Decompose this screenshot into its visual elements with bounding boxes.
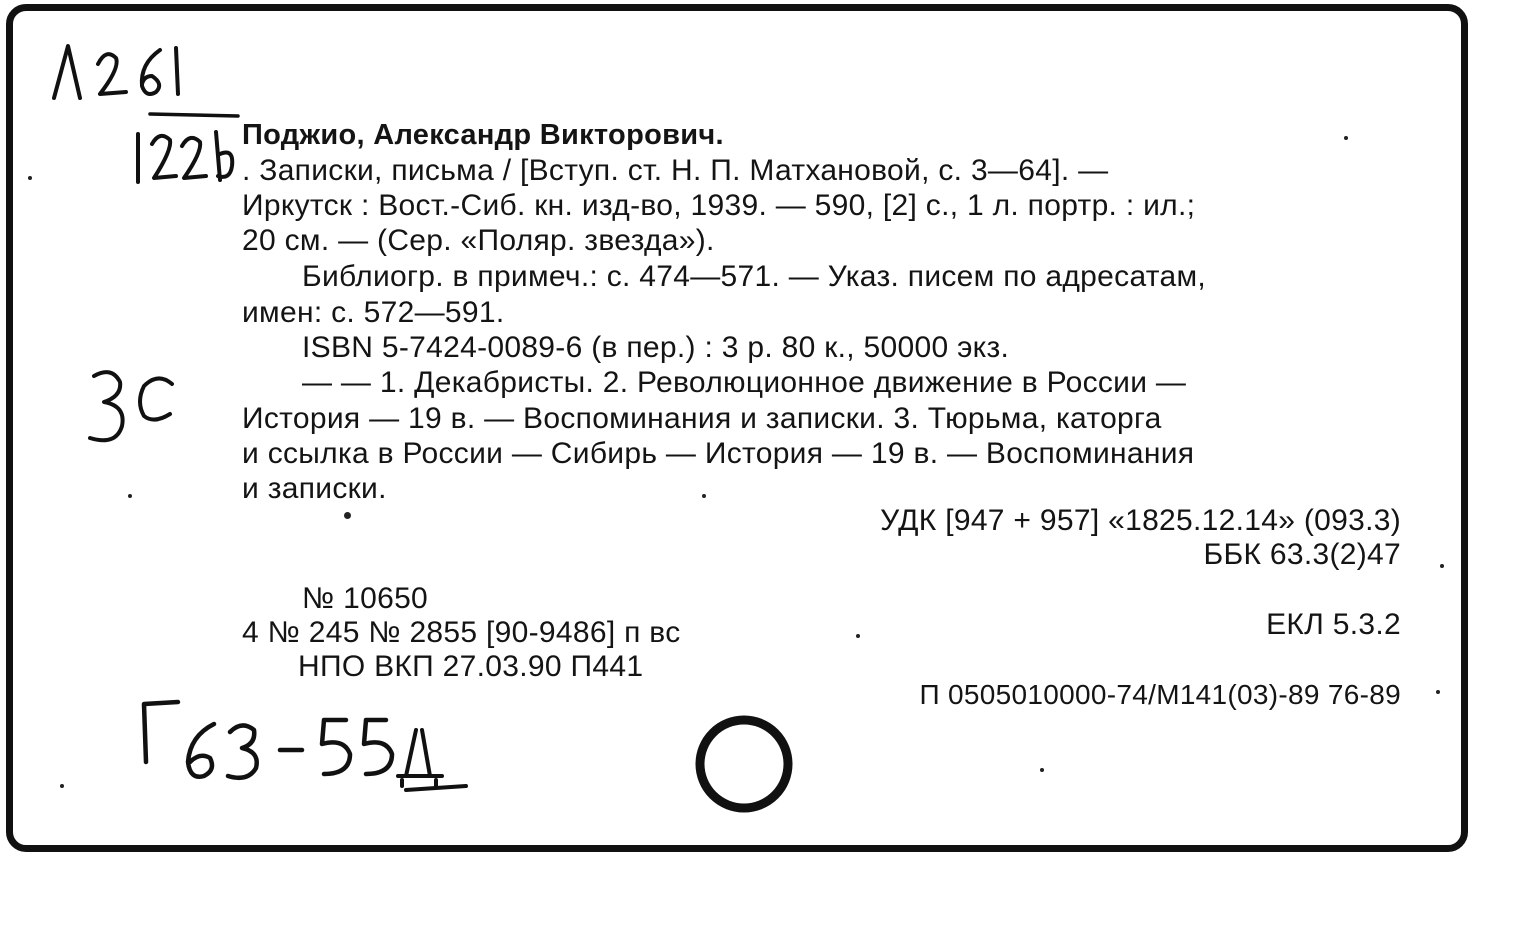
subjects-line-2: История — 19 в. — Воспоминания и записки. 3. Тюрьма, каторга xyxy=(242,402,1162,435)
scan-speck xyxy=(128,494,132,498)
title-line-2: Иркутск : Вост.-Сиб. кн. изд-во, 1939. — 590, [2] с., 1 л. портр. : ил.; xyxy=(242,189,1196,222)
scan-speck xyxy=(1436,690,1440,694)
bbk-code: ББК 63.3(2)47 xyxy=(1203,538,1401,571)
print-number: № 10650 xyxy=(302,582,429,615)
scan-speck xyxy=(344,512,351,519)
scan-speck xyxy=(1440,564,1444,568)
isbn-line: ISBN 5-7424-0089-6 (в пер.) : 3 р. 80 к., 50000 экз. xyxy=(302,331,1010,364)
control-number: П 0505010000-74/М141(03)-89 76-89 xyxy=(919,679,1401,710)
scan-speck xyxy=(856,634,860,638)
scan-speck xyxy=(28,176,32,180)
notes-line-2: имен: с. 572—591. xyxy=(242,296,505,329)
scan-speck xyxy=(702,494,706,498)
handwritten-top-code xyxy=(40,36,190,106)
handwritten-left-mark xyxy=(78,362,188,452)
handwritten-shelf-code xyxy=(120,108,250,188)
subjects-line-3: и ссылка в России — Сибирь — История — 19 в. — Воспоминания xyxy=(242,437,1195,470)
subjects-line-1: — — 1. Декабристы. 2. Революционное движение в России — xyxy=(302,366,1187,399)
title-line-3: 20 см. — (Сер. «Поляр. звезда»). xyxy=(242,224,715,257)
subjects-line-4: и записки. xyxy=(242,472,387,505)
scan-speck xyxy=(1040,768,1044,772)
scan-speck xyxy=(60,784,64,788)
round-stamp-circle xyxy=(692,712,796,816)
handwritten-bottom-code xyxy=(130,690,490,800)
print-publisher: НПО ВКП 27.03.90 П441 xyxy=(298,650,644,683)
ekl-code: ЕКЛ 5.3.2 xyxy=(1266,608,1401,641)
udk-code: УДК [947 + 957] «1825.12.14» (093.3) xyxy=(880,504,1401,537)
author-heading: Поджио, Александр Викторович. xyxy=(242,119,724,151)
print-order: 4 № 245 № 2855 [90-9486] п вс xyxy=(242,616,681,649)
title-line-1: . Записки, письма / [Вступ. ст. Н. П. Матхановой, с. 3—64]. — xyxy=(242,154,1109,187)
scan-speck xyxy=(1344,136,1348,140)
notes-line-1: Библиогр. в примеч.: с. 474—571. — Указ. писем по адресатам, xyxy=(302,260,1207,293)
